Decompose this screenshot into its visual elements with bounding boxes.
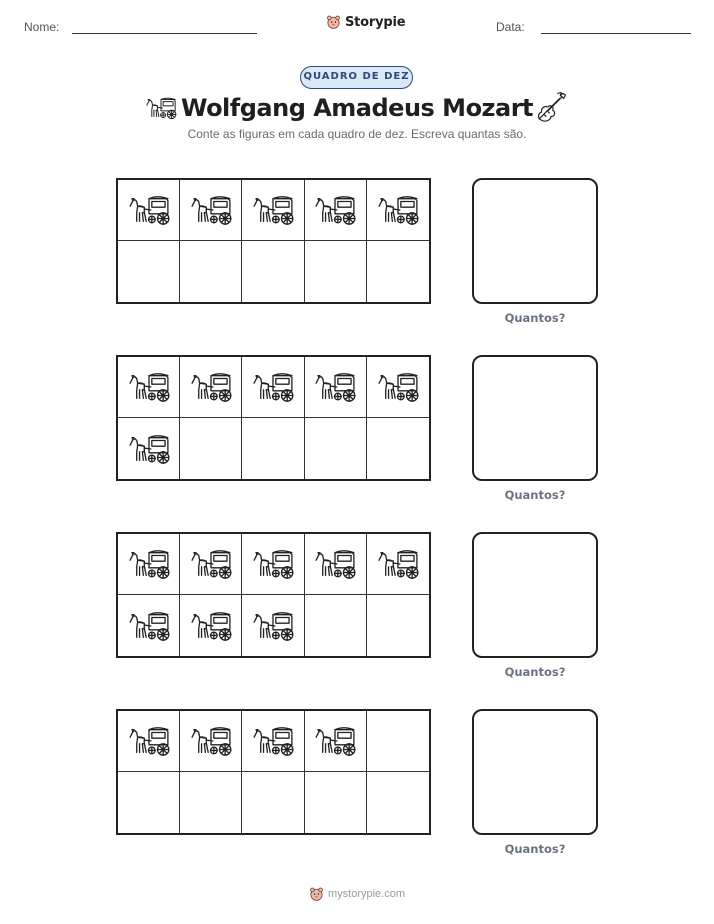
horse-carriage-icon (312, 724, 358, 758)
ten-frame-cell (367, 357, 429, 418)
storypie-mascot-icon (309, 886, 324, 902)
ten-frame-cell (305, 711, 367, 772)
ten-frame (116, 709, 431, 835)
ten-frame-cell (242, 595, 304, 656)
ten-frame-cell (305, 595, 367, 656)
horse-carriage-icon (126, 547, 172, 581)
footer (0, 886, 714, 902)
name-line[interactable] (72, 33, 257, 34)
ten-frame-cell (367, 595, 429, 656)
horse-carriage-icon (188, 609, 234, 643)
footer-url[interactable]: mystorypie.com (327, 888, 406, 900)
ten-frame-cell (118, 357, 180, 418)
horse-carriage-icon (126, 724, 172, 758)
horse-carriage-icon (188, 193, 234, 227)
ten-frame-cell (118, 418, 180, 479)
brand-logo (326, 14, 405, 30)
answer-label: Quantos? (504, 311, 566, 325)
horse-carriage-icon (188, 724, 234, 758)
ten-frame-cell (367, 711, 429, 772)
horse-carriage-icon (126, 432, 172, 466)
horse-carriage-icon (188, 370, 234, 404)
violin-icon (534, 90, 568, 124)
ten-frame-cell (242, 357, 304, 418)
worksheet-type-badge: QUADRO DE DEZ (300, 66, 413, 89)
ten-frame-cell (242, 241, 304, 302)
ten-frame-cell (118, 772, 180, 833)
ten-frame-cell (180, 595, 242, 656)
horse-carriage-icon (312, 370, 358, 404)
horse-carriage-icon (375, 370, 421, 404)
answer-box[interactable] (472, 709, 598, 835)
ten-frame-cell (180, 418, 242, 479)
ten-frame (116, 355, 431, 481)
answer-box[interactable] (472, 355, 598, 481)
ten-frame-cell (242, 534, 304, 595)
horse-carriage-icon (188, 547, 234, 581)
horse-carriage-icon (126, 193, 172, 227)
storypie-mascot-icon (326, 14, 341, 30)
answer-box[interactable] (472, 532, 598, 658)
answer-label: Quantos? (504, 488, 566, 502)
horse-carriage-icon (250, 547, 296, 581)
horse-carriage-icon (250, 609, 296, 643)
date-line[interactable] (541, 33, 691, 34)
ten-frame-cell (118, 241, 180, 302)
page-title: Wolfgang Amadeus Mozart (180, 94, 534, 122)
ten-frame-cell (242, 772, 304, 833)
answer-box[interactable] (472, 178, 598, 304)
ten-frame-cell (118, 711, 180, 772)
horse-carriage-icon (250, 193, 296, 227)
horse-carriage-icon (312, 547, 358, 581)
ten-frame-cell (242, 711, 304, 772)
ten-frame-cell (367, 180, 429, 241)
horse-carriage-icon (375, 547, 421, 581)
ten-frame-cell (305, 180, 367, 241)
ten-frame-cell (367, 772, 429, 833)
answer-label: Quantos? (504, 842, 566, 856)
ten-frame-cell (118, 595, 180, 656)
ten-frame-cell (180, 241, 242, 302)
ten-frame-cell (367, 534, 429, 595)
ten-frame-cell (242, 180, 304, 241)
answer-label: Quantos? (504, 665, 566, 679)
horse-carriage-icon (312, 193, 358, 227)
ten-frame-cell (367, 418, 429, 479)
horse-carriage-icon (250, 370, 296, 404)
horse-carriage-icon (250, 724, 296, 758)
ten-frame-cell (305, 772, 367, 833)
ten-frame-cell (118, 534, 180, 595)
horse-carriage-icon (375, 193, 421, 227)
ten-frame-cell (305, 534, 367, 595)
ten-frame (116, 178, 431, 304)
ten-frame-cell (180, 180, 242, 241)
date-label: Data: (496, 20, 525, 34)
ten-frame-cell (180, 534, 242, 595)
ten-frame (116, 532, 431, 658)
ten-frame-cell (180, 772, 242, 833)
ten-frame-cell (180, 357, 242, 418)
brand-name: Storypie (345, 14, 406, 30)
name-label: Nome: (24, 20, 60, 34)
ten-frame-cell (305, 418, 367, 479)
horse-carriage-icon (126, 609, 172, 643)
ten-frame-cell (305, 241, 367, 302)
ten-frame-cell (367, 241, 429, 302)
horse-carriage-icon (126, 370, 172, 404)
instructions: Conte as figuras em cada quadro de dez. Escreva quantas são. (187, 127, 527, 141)
ten-frame-cell (242, 418, 304, 479)
ten-frame-cell (180, 711, 242, 772)
ten-frame-cell (118, 180, 180, 241)
ten-frame-cell (305, 357, 367, 418)
